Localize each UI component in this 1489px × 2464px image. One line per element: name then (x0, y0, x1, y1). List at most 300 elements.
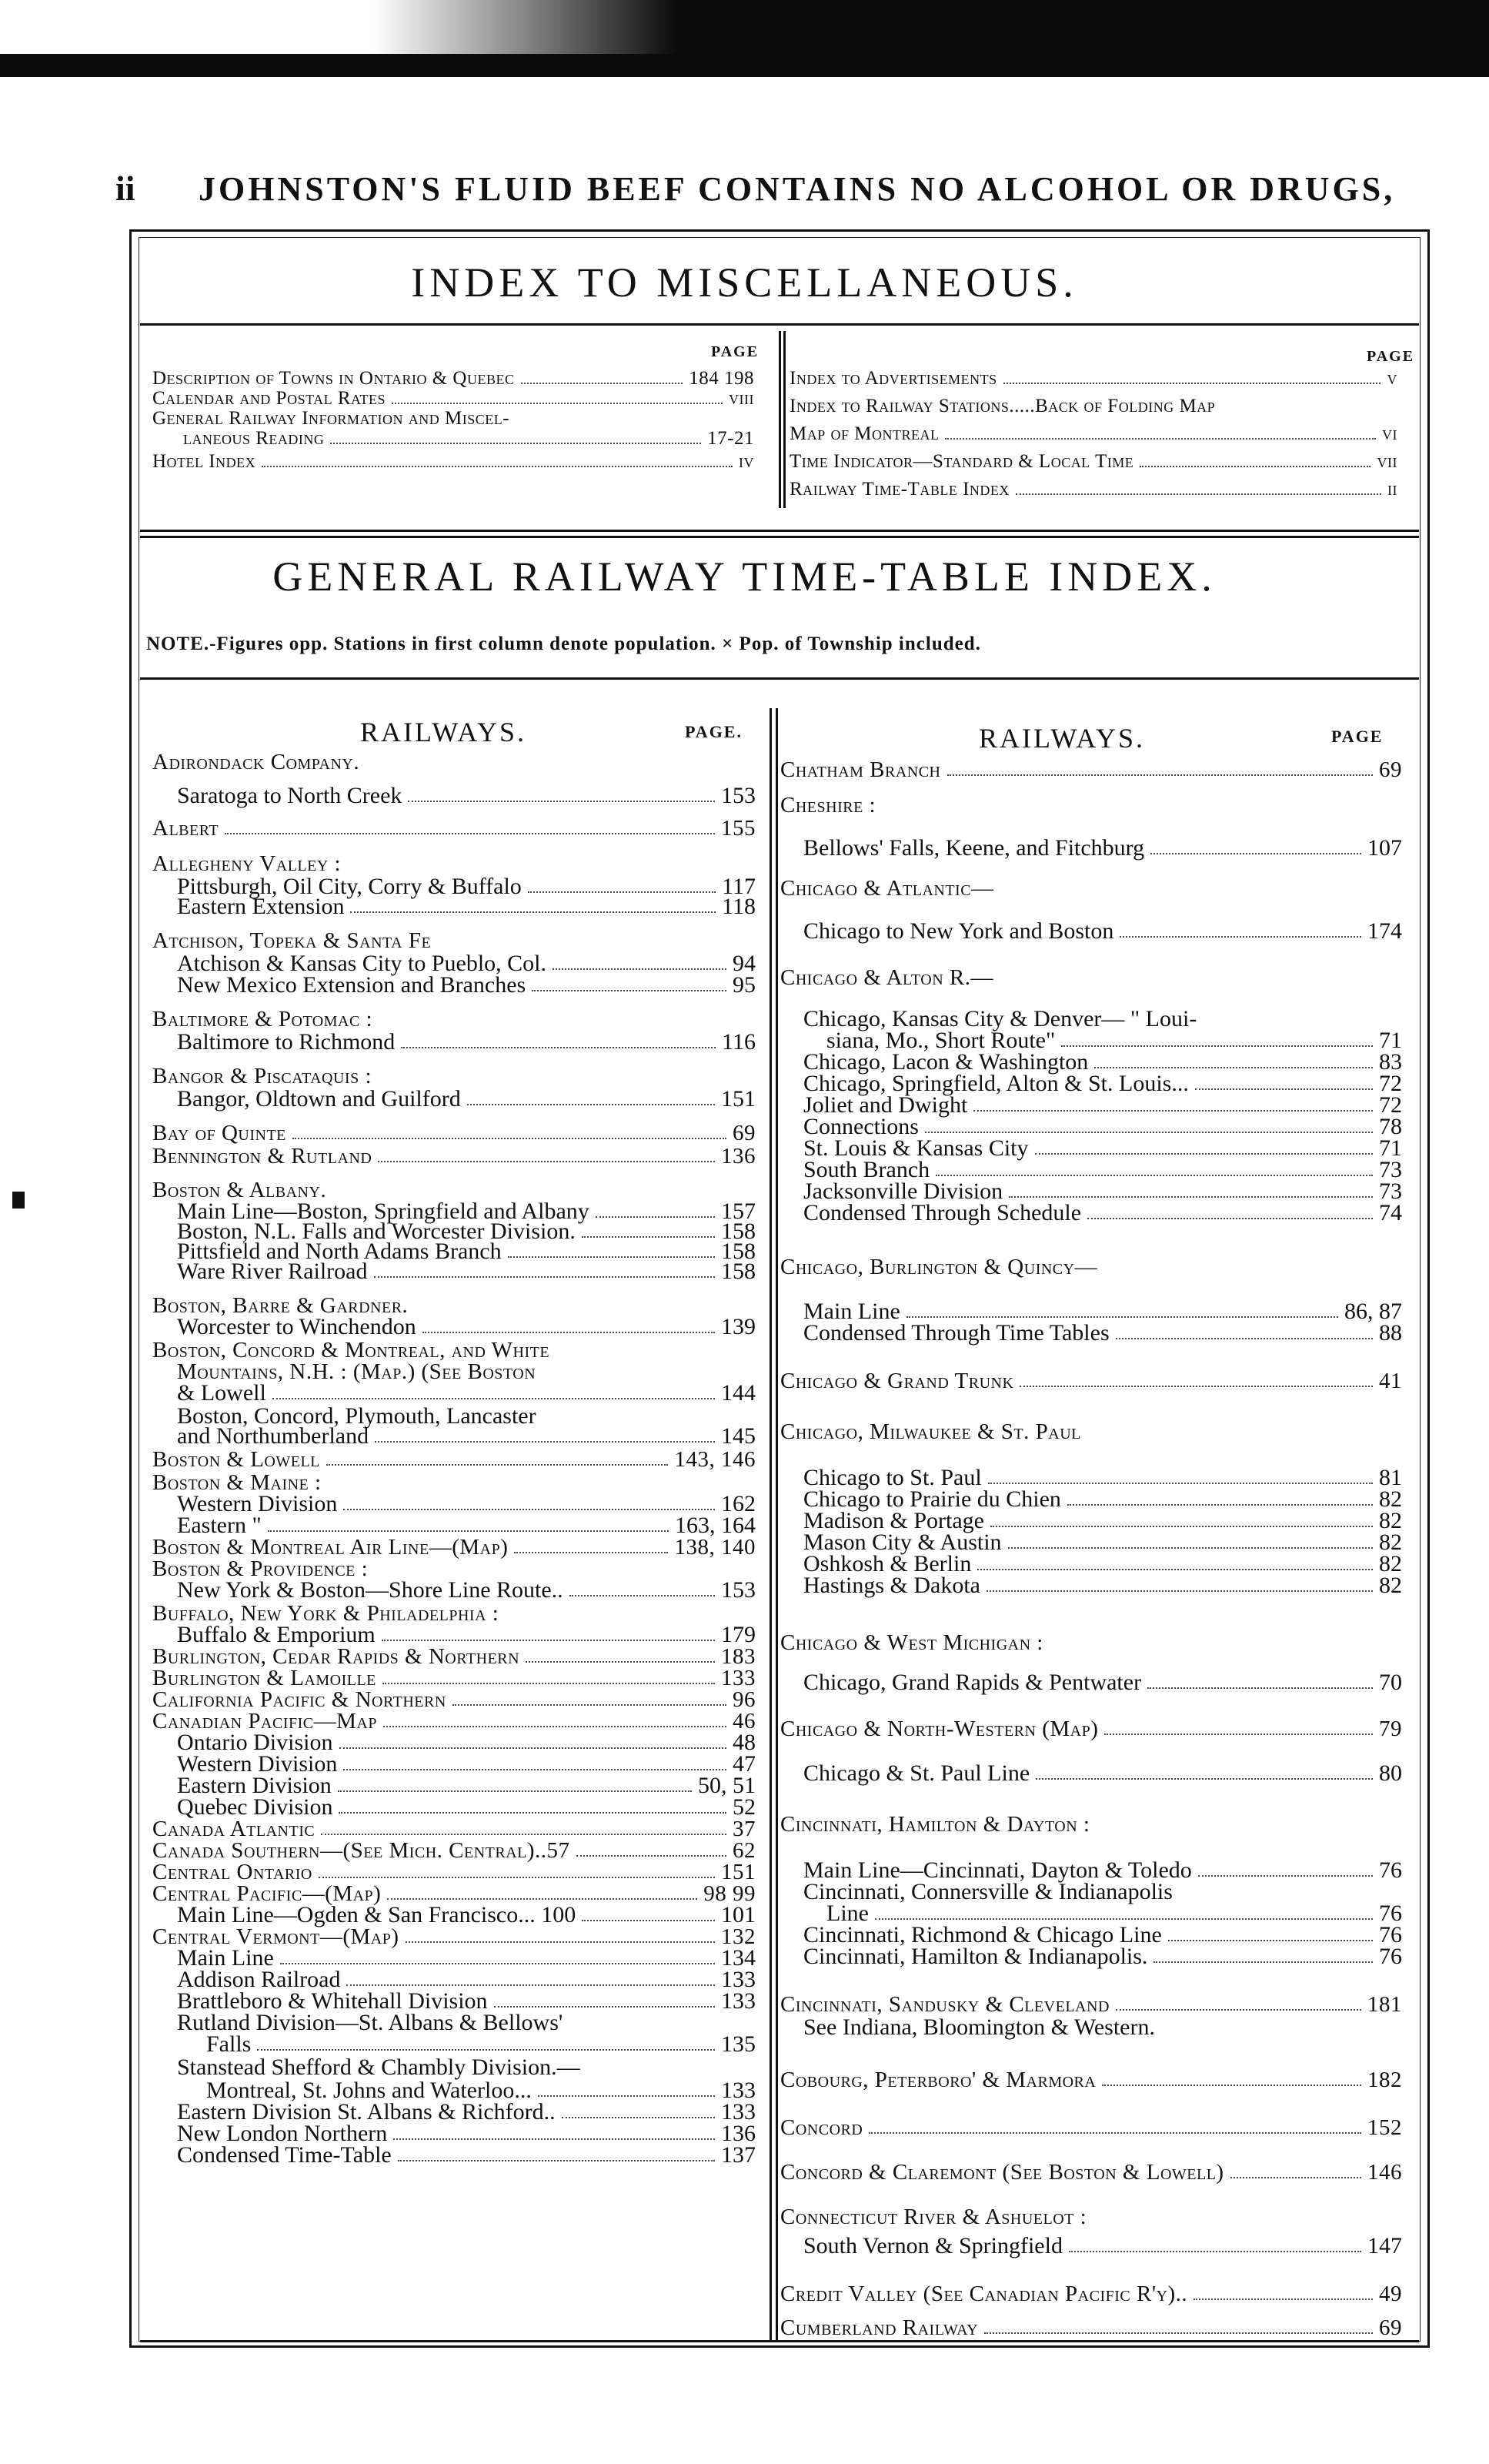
index-entry (152, 1904, 756, 1926)
entry-title: Boston, Concord & Montreal, and White (152, 1338, 550, 1362)
entry-page: 17-21 (707, 428, 754, 449)
entry-title: South Vernon & Springfield (803, 2233, 1063, 2258)
entry-page: 135 (721, 2031, 756, 2057)
entry-page: 101 (721, 1902, 756, 1927)
entry-page: 50, 51 (698, 1773, 756, 1798)
dot-leader (1087, 1218, 1373, 1219)
entry-title: Bay of Quinte (152, 1121, 286, 1145)
dot-leader (330, 443, 701, 444)
entry-title: Bennington & Rutland (152, 1144, 372, 1168)
index-entry (780, 2117, 1402, 2138)
entry-page: 78 (1379, 1114, 1402, 1139)
index-entry (152, 1145, 756, 1167)
dot-leader (1230, 2177, 1361, 2178)
dot-leader (1035, 1153, 1373, 1155)
index-entry (780, 2235, 1402, 2257)
index-entry (152, 1794, 756, 1820)
entry-title: Time Indicator—Standard & Local Time (790, 451, 1134, 472)
entry-page: 138, 140 (674, 1535, 756, 1560)
misc-divider (779, 331, 781, 508)
dot-leader (374, 1276, 715, 1278)
entry-title: Condensed Time-Table (177, 2142, 392, 2168)
entry-title: Chicago, Milwaukee & St. Paul (780, 1419, 1081, 1444)
entry-title: Buffalo, New York & Philadelphia : (152, 1601, 499, 1626)
dot-leader (339, 1747, 726, 1749)
dot-leader (869, 2132, 1361, 2134)
entry-page: vii (1377, 451, 1397, 472)
entry-page: 76 (1379, 1922, 1402, 1947)
entry-page: 47 (733, 1751, 756, 1777)
running-head: JOHNSTON'S FLUID BEEF CONTAINS NO ALCOHOL OR DRUGS, (199, 170, 1396, 208)
entry-title: Main Line—Cincinnati, Dayton & Toledo (803, 1857, 1192, 1883)
index-entry (152, 2012, 756, 2034)
entry-title: Connecticut River & Ashuelot : (780, 2205, 1087, 2229)
entry-page: 69 (1379, 757, 1402, 782)
entry-title: Chicago & Atlantic— (780, 876, 994, 901)
index-bottom-rule (140, 2340, 1419, 2342)
dot-leader (528, 891, 716, 893)
entry-page: 74 (1379, 1200, 1402, 1225)
dot-leader (262, 466, 733, 467)
entry-page: 86, 87 (1344, 1299, 1402, 1324)
index-entry (152, 2080, 756, 2101)
entry-page: 158 (721, 1239, 756, 1264)
dot-leader (387, 1898, 697, 1900)
index-entry (790, 479, 1397, 500)
entry-title: Eastern " (177, 1513, 262, 1538)
entry-title: Condensed Through Time Tables (803, 1320, 1110, 1346)
entry-title: Chicago & North-Western (Map) (780, 1717, 1099, 1741)
entry-page: 98 99 (703, 1881, 756, 1906)
entry-page: 41 (1379, 1369, 1402, 1393)
entry-title: Main Line (177, 1945, 274, 1971)
population-note: NOTE.-Figures opp. Stations in first column denote population. × Pop. of Township included. (146, 634, 981, 654)
entry-title: laneous Reading (183, 428, 325, 449)
dot-leader (1009, 1196, 1373, 1198)
entry-title: Cobourg, Peterboro' & Marmora (780, 2068, 1097, 2092)
entry-title: Rutland Division—St. Albans & Bellows' (177, 2010, 563, 2035)
dot-leader (257, 2049, 715, 2051)
misc-divider-2 (783, 331, 786, 508)
scan-artifact-mark (12, 1192, 25, 1209)
index-entry (152, 1603, 756, 1624)
dot-leader (1102, 2085, 1361, 2086)
entry-title: Index to Railway Stations.....Back of Folding Map (790, 396, 1216, 416)
dot-leader (562, 2117, 715, 2118)
index-entry (780, 1181, 1402, 1202)
entry-title: Allegheny Valley : (152, 851, 342, 876)
entry-page: 157 (721, 1199, 756, 1224)
entry-title: Western Division (177, 1751, 338, 1777)
index-entry (780, 1553, 1402, 1575)
dot-leader (339, 1812, 726, 1814)
index-entry (152, 1775, 756, 1797)
entry-page: 139 (721, 1314, 756, 1339)
misc-top-rule (140, 323, 1419, 326)
dot-leader (1003, 383, 1380, 384)
index-entry (152, 751, 756, 773)
dot-leader (268, 1530, 669, 1532)
index-entry (152, 1423, 756, 1449)
dot-leader (1140, 466, 1370, 467)
index-entry (152, 953, 756, 975)
index-entry (780, 967, 1402, 988)
index-entry (790, 396, 1397, 416)
dot-leader (977, 1569, 1373, 1570)
entry-page: 151 (721, 1860, 756, 1884)
index-entry (780, 1051, 1402, 1073)
index-entry (780, 794, 1402, 816)
entry-page: 118 (722, 894, 756, 919)
entry-title: Main Line—Boston, Springfield and Albany (177, 1199, 589, 1224)
index-entry (780, 1030, 1402, 1051)
entry-page: iv (739, 451, 754, 472)
entry-title: Chicago & St. Paul Line (803, 1760, 1030, 1786)
entry-title: Bellows' Falls, Keene, and Fitchburg (803, 835, 1145, 861)
dot-leader (582, 1236, 715, 1238)
dot-leader (582, 1920, 715, 1921)
index-entry (780, 1510, 1402, 1532)
misc-page-label-right: PAGE (1367, 348, 1415, 365)
index-entry (780, 1202, 1402, 1224)
entry-page: 81 (1379, 1465, 1402, 1490)
entry-title: Credit Valley (See Canadian Pacific R'y).. (780, 2282, 1188, 2306)
dot-leader (1036, 1778, 1373, 1780)
entry-page: 133 (721, 2099, 756, 2125)
dot-leader (338, 1790, 692, 1792)
entry-title: Ware River Railroad (177, 1259, 368, 1284)
index-entry (152, 1493, 756, 1515)
index-entry (152, 1861, 756, 1883)
dot-leader (508, 1256, 715, 1258)
entry-page: viii (729, 388, 754, 409)
dot-leader (272, 1398, 715, 1399)
entry-page: 145 (721, 1423, 756, 1449)
index-entry (790, 368, 1397, 389)
index-top-rule (140, 677, 1419, 680)
index-entry (780, 1467, 1402, 1489)
index-entry (780, 1008, 1402, 1030)
entry-page: 117 (722, 874, 756, 899)
entry-title: Cincinnati, Hamilton & Dayton : (780, 1812, 1090, 1837)
index-entry (780, 1135, 1402, 1161)
entry-page: 82 (1379, 1573, 1402, 1598)
index-entry (780, 1116, 1402, 1138)
index-entry (780, 1994, 1402, 2015)
dot-leader (393, 2138, 715, 2140)
entry-page: 49 (1379, 2282, 1402, 2306)
index-entry (152, 1065, 756, 1087)
entry-page: 96 (733, 1687, 756, 1712)
entry-page: 146 (1367, 2160, 1402, 2185)
entry-title: Chicago, Lacon & Washington (803, 1049, 1089, 1075)
dot-leader (1195, 1088, 1373, 1090)
dot-leader (292, 1138, 726, 1139)
dot-leader (1008, 1547, 1373, 1549)
entry-title: Boston & Maine : (152, 1470, 322, 1495)
misc-page-label-left: PAGE (711, 343, 760, 360)
dot-leader (553, 968, 726, 970)
entry-title: Chicago, Springfield, Alton & St. Louis... (803, 1071, 1189, 1096)
index-entry (780, 1301, 1402, 1322)
dot-leader (1104, 1733, 1373, 1735)
index-entry (152, 1558, 756, 1580)
dot-leader (382, 1683, 715, 1684)
entry-title: Montreal, St. Johns and Waterloo... (206, 2078, 532, 2103)
dot-leader (569, 1595, 715, 1596)
index-entry (152, 1883, 756, 1904)
entry-title: Chicago to St. Paul (803, 1465, 982, 1490)
index-entry (152, 1926, 756, 1947)
dot-leader (987, 1590, 1373, 1592)
index-entry (152, 1316, 756, 1338)
misc-bottom-rule-2 (140, 536, 1419, 538)
dot-leader (398, 2160, 715, 2161)
index-entry (780, 2161, 1402, 2183)
index-entry (780, 878, 1402, 899)
dot-leader (1116, 2009, 1361, 2011)
entry-title: Joliet and Dwight (803, 1092, 968, 1118)
entry-title: Cincinnati, Hamilton & Indianapolis. (803, 1944, 1148, 1969)
entry-title: Cincinnati, Richmond & Chicago Line (803, 1922, 1162, 1947)
index-entry (152, 1667, 756, 1689)
entry-title: Madison & Portage (803, 1508, 984, 1533)
entry-page: 179 (721, 1622, 756, 1647)
index-entry (152, 2054, 756, 2080)
entry-title: Jacksonville Division (803, 1179, 1003, 1204)
index-entry (152, 1536, 756, 1558)
index-entry (780, 2069, 1402, 2091)
entry-page: 133 (721, 1666, 756, 1690)
index-entry (780, 1903, 1402, 1924)
entry-page: 76 (1379, 1944, 1402, 1969)
entry-title: Boston & Albany. (152, 1178, 327, 1202)
entry-title: Eastern Division (177, 1773, 332, 1798)
entry-title: Concord (780, 2115, 863, 2140)
entry-title: Line (826, 1901, 869, 1926)
index-entry (780, 1532, 1402, 1553)
dot-leader (875, 1918, 1373, 1920)
dot-leader (401, 1047, 716, 1048)
entry-title: New Mexico Extension and Branches (177, 972, 526, 998)
entry-title: Central Pacific—(Map) (152, 1881, 382, 1906)
entry-title: Saratoga to North Creek (177, 783, 402, 808)
entry-page: 133 (721, 1988, 756, 2014)
index-entry (780, 1632, 1402, 1653)
dot-leader (1194, 2299, 1373, 2300)
index-entry (152, 817, 756, 839)
entry-title: Bangor, Oldtown and Guilford (177, 1086, 461, 1112)
entry-title: Boston & Montreal Air Line—(Map) (152, 1535, 509, 1560)
entry-title: Mountains, N.H. : (Map.) (See Boston (177, 1359, 536, 1384)
index-entry (152, 1361, 756, 1382)
index-entry (780, 2206, 1402, 2228)
entry-page: 162 (721, 1491, 756, 1516)
entry-title: Calendar and Postal Rates (152, 388, 386, 409)
dot-leader (1020, 1386, 1373, 1387)
entry-page: 80 (1379, 1760, 1402, 1786)
index-entry (780, 1760, 1402, 1786)
entry-title: South Branch (803, 1157, 930, 1182)
right-column-header: RAILWAYS. (979, 723, 1146, 754)
entry-title: Central Ontario (152, 1860, 312, 1884)
left-column-header: RAILWAYS. (360, 717, 527, 747)
entry-title: Boston, N.L. Falls and Worcester Division. (177, 1219, 576, 1244)
entry-title: Connections (803, 1114, 919, 1139)
column-divider-2 (776, 708, 778, 2340)
index-entry (780, 1672, 1402, 1693)
entry-title: Bangor & Piscataquis : (152, 1064, 372, 1088)
entry-page: 52 (733, 1794, 756, 1820)
index-entry (780, 1881, 1402, 1903)
index-entry (152, 1261, 756, 1282)
entry-title: Falls (206, 2031, 252, 2057)
entry-title: Map of Montreal (790, 423, 940, 444)
index-entry (152, 1969, 756, 1991)
dot-leader (346, 1984, 715, 1986)
entry-title: Main Line—Ogden & San Francisco... 100 (177, 1902, 576, 1927)
index-entry (152, 2123, 756, 2145)
index-entry (152, 1449, 756, 1470)
dot-leader (343, 1509, 715, 1510)
entry-title: Oshkosh & Berlin (803, 1551, 972, 1576)
index-entry (152, 1818, 756, 1840)
dot-leader (514, 1552, 668, 1553)
entry-page: 133 (721, 1967, 756, 1992)
index-entry (183, 428, 754, 449)
index-entry (152, 1031, 756, 1053)
entry-page: 184 198 (689, 368, 754, 389)
index-entry (152, 1947, 756, 1969)
entry-page: 143, 146 (674, 1447, 756, 1472)
index-entry (152, 785, 756, 807)
entry-title: Eastern Division St. Albans & Richford.. (177, 2099, 556, 2125)
entry-title: St. Louis & Kansas City (803, 1135, 1029, 1161)
entry-page: 132 (721, 1924, 756, 1949)
dot-leader (1094, 1067, 1373, 1068)
entry-title: Pittsfield and North Adams Branch (177, 1239, 502, 1264)
entry-page: 72 (1379, 1092, 1402, 1118)
index-entry (780, 1256, 1402, 1278)
entry-page: 71 (1379, 1028, 1402, 1053)
index-entry (780, 1421, 1402, 1443)
dot-leader (1198, 1875, 1373, 1877)
entry-title: Boston, Concord, Plymouth, Lancaster (177, 1403, 536, 1429)
entry-title: Cincinnati, Sandusky & Cleveland (780, 1992, 1110, 2017)
index-entry (780, 1946, 1402, 1968)
entry-page: 155 (721, 816, 756, 841)
index-entry (152, 1732, 756, 1754)
entry-page: 163, 164 (675, 1513, 756, 1538)
entry-title: Quebec Division (177, 1794, 333, 1820)
index-entry (152, 1472, 756, 1493)
entry-page: 37 (733, 1817, 756, 1841)
index-entry (152, 368, 754, 389)
entry-title: Chicago to Prairie du Chien (803, 1486, 1061, 1512)
entry-page: 153 (721, 783, 756, 808)
index-entry (780, 1370, 1402, 1392)
entry-page: 136 (721, 2121, 756, 2146)
entry-page: 88 (1379, 1320, 1402, 1346)
entry-page: 182 (1367, 2068, 1402, 2092)
entry-page: 147 (1367, 2233, 1402, 2258)
dot-leader (1116, 1338, 1373, 1339)
dot-leader (596, 1216, 715, 1218)
index-entry (152, 2031, 756, 2057)
entry-title: Chicago, Kansas City & Denver— " Loui- (803, 1006, 1197, 1031)
entry-page: 82 (1379, 1551, 1402, 1576)
entry-title: New York & Boston—Shore Line Route.. (177, 1577, 563, 1603)
dot-leader (452, 1704, 726, 1706)
index-entry (152, 1382, 756, 1404)
dot-leader (378, 1161, 715, 1162)
entry-title: Boston, Barre & Gardner. (152, 1293, 409, 1318)
entry-title: Index to Advertisements (790, 368, 997, 389)
entry-title: General Railway Information and Miscel- (152, 408, 510, 429)
dot-leader (408, 801, 715, 802)
entry-page: 79 (1379, 1717, 1402, 1741)
entry-page: vi (1382, 423, 1397, 444)
entry-title: Chicago to New York and Boston (803, 918, 1114, 944)
entry-page: 82 (1379, 1508, 1402, 1533)
entry-title: Atchison, Topeka & Santa Fe (152, 928, 432, 953)
entry-title: & Lowell (177, 1380, 266, 1406)
index-entry (152, 930, 756, 951)
index-entry (152, 1008, 756, 1030)
entry-page: 73 (1379, 1179, 1402, 1204)
dot-leader (925, 1132, 1373, 1133)
entry-title: Addison Railroad (177, 1967, 341, 1992)
entry-page: 181 (1367, 1992, 1402, 2017)
dot-leader (321, 1834, 726, 1835)
dot-leader (984, 2332, 1373, 2334)
entry-title: New London Northern (177, 2121, 388, 2146)
entry-page: 46 (733, 1709, 756, 1733)
index-entry (152, 1840, 756, 1861)
dot-leader (383, 1726, 726, 1727)
dot-leader (1067, 1504, 1373, 1506)
dot-leader (392, 403, 723, 404)
index-entry (152, 2101, 756, 2123)
right-page-header: PAGE (1331, 727, 1384, 746)
entry-title: Concord & Claremont (See Boston & Lowell) (780, 2160, 1224, 2185)
entry-title: Western Division (177, 1491, 338, 1516)
entry-title: Canada Atlantic (152, 1817, 315, 1841)
entry-title: Worcester to Winchendon (177, 1314, 416, 1339)
index-entry (780, 1924, 1402, 1946)
dot-leader (350, 911, 716, 913)
entry-title: Chicago, Grand Rapids & Pentwater (803, 1670, 1142, 1695)
index-entry (152, 1710, 756, 1732)
dot-leader (1147, 1687, 1373, 1689)
entry-page: 152 (1367, 2115, 1402, 2140)
dot-leader (1061, 1045, 1373, 1047)
dot-leader (945, 438, 1376, 440)
index-entry (780, 1575, 1402, 1596)
dot-leader (532, 990, 726, 991)
dot-leader (988, 1483, 1373, 1484)
entry-title: Hotel Index (152, 451, 256, 472)
entry-title: Albert (152, 816, 219, 841)
index-entry (152, 972, 756, 998)
dot-leader (947, 774, 1373, 776)
entry-page: 69 (733, 1121, 756, 1145)
entry-title: Canadian Pacific—Map (152, 1709, 377, 1733)
index-entry (780, 1073, 1402, 1095)
entry-title: Cumberland Railway (780, 2315, 979, 2340)
index-entry (152, 1122, 756, 1144)
entry-title: Pittsburgh, Oil City, Corry & Buffalo (177, 874, 522, 899)
